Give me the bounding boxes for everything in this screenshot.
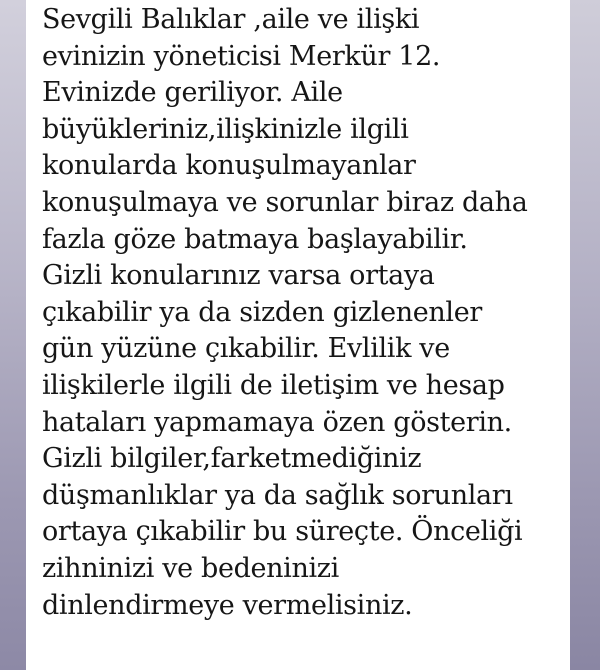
text-line: Sevgili Balıklar ,aile ve ilişki	[42, 4, 420, 35]
text-card	[26, 0, 570, 670]
text-line: çıkabilir ya da sizden gizlenenler	[42, 296, 482, 328]
text-line: düşmanlıklar ya da sağlık sorunları	[42, 479, 513, 511]
text-line: dinlendirmeye vermelisiniz.	[42, 589, 413, 621]
text-line: ortaya çıkabilir bu süreçte. Önceliği	[42, 516, 523, 548]
text-line: zihninizi ve bedeninizi	[42, 552, 339, 584]
text-line: evinizin yöneticisi Merkür 12.	[42, 40, 441, 72]
text-line: konularda konuşulmayanlar	[42, 150, 416, 182]
text-line: gün yüzüne çıkabilir. Evlilik ve	[42, 333, 450, 365]
text-line: Evinizde geriliyor. Aile	[42, 77, 343, 109]
right-border	[570, 0, 600, 670]
text-line: büyükleriniz,ilişkinizle ilgili	[42, 113, 409, 145]
text-line: fazla göze batmaya başlayabilir.	[42, 223, 468, 255]
horoscope-text	[42, 0, 570, 624]
text-line: Gizli bilgiler,farketmediğiniz	[42, 443, 422, 475]
text-line: Gizli konularınız varsa ortaya	[42, 260, 435, 292]
text-line: ilişkilerle ilgili de iletişim ve hesap	[42, 369, 505, 401]
left-border	[0, 0, 26, 670]
text-line: hataları yapmamaya özen gösterin.	[42, 406, 512, 438]
text-line: konuşulmaya ve sorunlar biraz daha	[42, 186, 528, 218]
